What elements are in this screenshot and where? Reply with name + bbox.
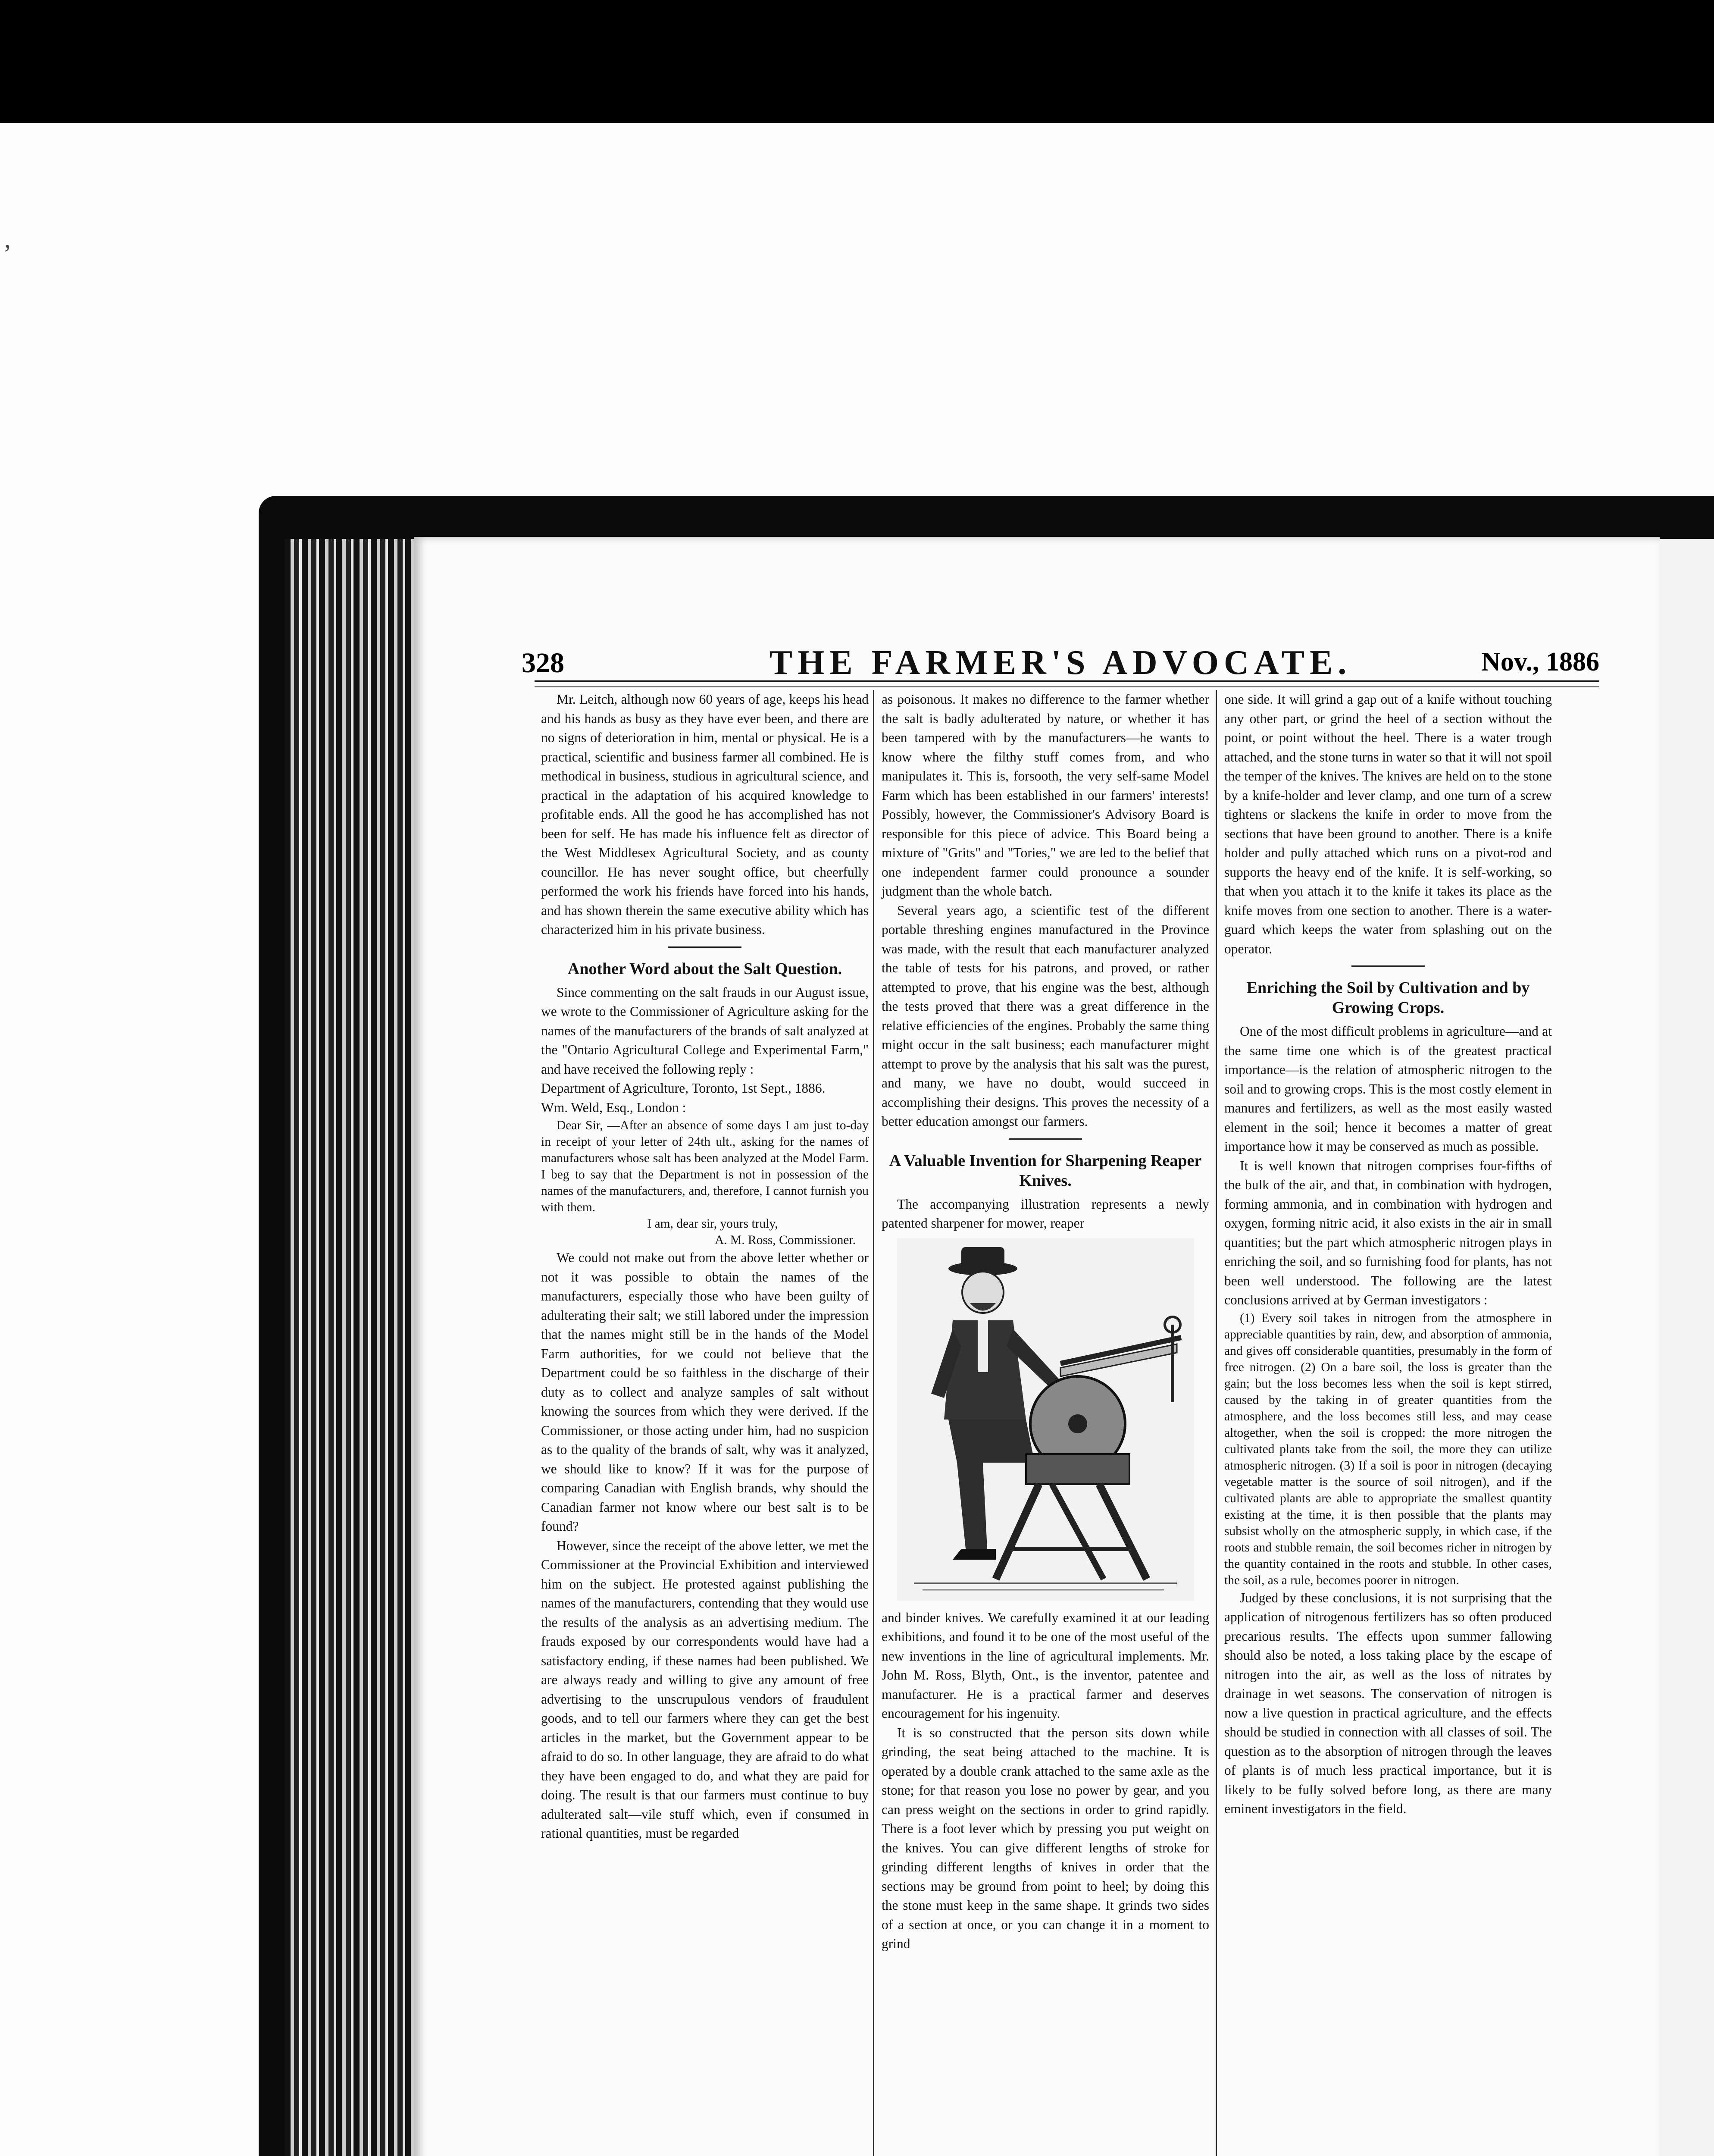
reaper-heading: A Valuable Invention for Sharpening Reaper Knives. bbox=[889, 1151, 1202, 1190]
column-rule bbox=[1216, 690, 1217, 2156]
column-3 bbox=[1224, 690, 1552, 1819]
facing-page-edge bbox=[1655, 539, 1714, 2156]
header-rule bbox=[535, 680, 1599, 687]
soil-paragraph-4: Judged by these conclusions, it is not surprising that the application of nitrogenous fertilizers has so often produced precarious results. The effects upon summer fallowing should also be noted, a loss taking place by the escape of nitrogen into the air, as well as the loss of nitrates by drainage in wet seasons. The conservation of nitrogen is now a live question in practical agriculture, and the effects should be studied in connection with all classes of soil. The question as to the absorption of nitrogen through the leaves of plants is of much less practical importance, but it is likely to be fully solved before long, as there are many eminent investigators in the field. bbox=[1224, 1590, 1552, 1816]
margin-mark: , bbox=[4, 225, 11, 253]
salt-paragraph-5: Several years ago, a scientific test of the different portable threshing engines manufactured in the Province was made, with the result that each manufacturer analyzed the table of tests for his patrons, and proved, or rather attempted to prove, that his engine was the best, although the tests proved that there was a great difference in the relative efficiencies of the engines. Probably the same thing might occur in the salt business; each manufacturer might attempt to prove by the analysis that his salt was the purest, and many, we have no doubt, would succeed in accomplishing their designs. This proves the necessity of a better education amongst our farmers. bbox=[882, 903, 1209, 1129]
reaper-paragraph-2: and binder knives. We carefully examined it at our leading exhibitions, and found it to be one of the most useful of the new inventions in the line of agricultural implements. Mr. John M. Ross, Blyth, Ont., is the inventor, patentee and manufacturer. He is a practical farmer and deserves encouragement for his ingenuity. bbox=[882, 1610, 1209, 1721]
letter-addressee: Wm. Weld, Esq., London : bbox=[541, 1100, 686, 1115]
section-rule bbox=[668, 946, 741, 948]
knife-sharpener-illustration bbox=[897, 1238, 1194, 1601]
salt-paragraph-4: as poisonous. It makes no difference to the farmer whether the salt is badly adulterated by nature, or whether it has been tampered with by the manufacturers—he wants to know where the filthy stuff comes from, and who manipulates it. This is, forsooth, the very self-same Model Farm which has been established in our farmers' interests! Possibly, however, the Commissioner's Advisory Board is responsible for this piece of advice. This Board being a mixture of "Grits" and "Tories," we are led to the belief that one independent farmer could pronounce a sounder judgment than the whole batch. bbox=[882, 692, 1209, 899]
soil-paragraph-3: (1) Every soil takes in nitrogen from the atmosphere in appreciable quantities by rain, dew, and absorption of ammonia, and gives off considerable quantities, presumably in the form of free nitrogen. (2) On a bare soil, the loss is greater than the gain; but the loss becomes less when the soil is kept stirred, caused by the taking in of greater quantities from the atmosphere, and the loss becomes still less, and may cease altogether, when the soil is cropped: the more nitrogen the cultivated plants take from the soil, the more they can utilize atmospheric nitrogen. (3) If a soil is poor in nitrogen (decaying vegetable matter is the source of soil nitrogen), and if the cultivated plants are able to appropriate the smallest quantity existing at the time, it is then possible that the plants may subsist wholly on the atmospheric supply, in which case, if the roots and stubble remain, the soil becomes richer in nitrogen by the quantity contained in the roots and stubble. In other cases, the soil, as a rule, becomes poorer in nitrogen. bbox=[1224, 1311, 1552, 1587]
letter-closing: I am, dear sir, yours truly, bbox=[647, 1217, 778, 1231]
column-1 bbox=[541, 690, 869, 1843]
reaper-paragraph-3: It is so constructed that the person sits down while grinding, the seat being attached to the machine. It is operated by a double crank attached to the same axle as the stone; for that reason you lose no power by gear, and you can press weight on the sections in order to grind rapidly. There is a foot lever which by pressing you put weight on the knives. You can give different lengths of stroke for grinding different lengths of knives in order that the sections may be ground from point to heel; by doing this the stone must keep in the same shape. It grinds two sides of a section at once, or you can change it in a moment to grind bbox=[882, 1725, 1209, 1951]
reaper-paragraph-1: The accompanying illustration represents a newly patented sharpener for mower, reaper bbox=[882, 1196, 1209, 1231]
book-page-edges bbox=[285, 539, 418, 2156]
issue-date: Nov., 1886 bbox=[1481, 647, 1599, 677]
salt-heading: Another Word about the Salt Question. bbox=[567, 959, 842, 978]
page-number: 328 bbox=[522, 647, 564, 679]
section-rule bbox=[1009, 1138, 1082, 1140]
reaper-paragraph-4: one side. It will grind a gap out of a knife without touching any other part, or grind the heel of a section without the point, or point without the heel. There is a water trough attached, and the stone turns in water so that it will not spoil the temper of the knives. The knives are held on to the stone by a knife-holder and lever clamp, and one turn of a screw tightens or slackens the knife in order to move from the sections that have been ground to another. There is a knife holder and pully attached which runs on a pivot-rod and supports the heavy end of the knife. It is self-working, so that when you attach it to the knife it takes its place as the knife moves from one section to another. There is a water-guard which keeps the water from splashing out on the operator. bbox=[1224, 692, 1552, 956]
page-header bbox=[522, 644, 1599, 686]
masthead: THE FARMER'S ADVOCATE. bbox=[769, 644, 1352, 682]
letter-signature: A. M. Ross, Commissioner. bbox=[714, 1233, 856, 1247]
leitch-paragraph: Mr. Leitch, although now 60 years of age, keeps his head and his hands as busy as they have ever been, and there are no signs of deterioration in him, mental or physical. He is a practical, scientific and business farmer all combined. He is methodical in business, studious in agricultural science, and practical in the adaptation of his acquired knowledge to profitable ends. All the good he has accomplished has not been for self. He has made his influence felt as director of the West Middlesex Agricultural Society, and as county councillor. He has never sought office, but cheerfully performed the work his friends have forced into his hands, and has shown therein the same executive ability which has characterized him in his private business. bbox=[541, 692, 869, 937]
salt-paragraph-2: We could not make out from the above letter whether or not it was possible to obtain the names of the manufacturers, especially those who have been guilty of adulterating their salt; we still labored under the impression that the names might still be in the hands of the Model Farm authorities, for we could not believe that the Department could be so faithless in the discharge of their duty as to collect and analyze samples of salt without knowing the sources from which they were derived. If the Commissioner, or those acting under him, had no suspicion as to the quality of the brands of salt, why was it analyzed, we should like to know? If it was for the purpose of comparing Canadian with English brands, why should the Canadian farmer not know where our best salt is to be found? bbox=[541, 1250, 869, 1534]
letter-body: Dear Sir, —After an absence of some days I am just to-day in receipt of your letter of 24th ult., asking for the names of manufacturers whose salt has been analyzed at the Model Farm. I beg to say that the Department is not in possession of the names of the manufacturers, and, therefore, I cannot furnish you with them. bbox=[541, 1119, 869, 1214]
soil-heading: Enriching the Soil by Cultivation and by Growing Crops. bbox=[1246, 979, 1530, 1017]
column-2 bbox=[882, 690, 1209, 1954]
soil-paragraph-1: One of the most difficult problems in agriculture—and at the same time one which is of the greatest practical importance—is the relation of atmospheric nitrogen to the soil and to growing crops. This is the most costly element in manures and fertilizers, as well as the most easily wasted element in the soil; hence it becomes a matter of great importance how it may be conserved as much as possible. bbox=[1224, 1024, 1552, 1154]
salt-paragraph-1: Since commenting on the salt frauds in our August issue, we wrote to the Commissioner of Agriculture asking for the names of the manufacturers of the brands of salt analyzed at the "Ontario Agricultural College and Experimental Farm," and have received the following reply : bbox=[541, 984, 869, 1077]
column-rule bbox=[873, 690, 874, 2156]
section-rule bbox=[1351, 965, 1425, 967]
salt-paragraph-3: However, since the receipt of the above letter, we met the Commissioner at the Provincial Exhibition and interviewed him on the subject. He protested against publishing the names of the manufacturers, contending that they would use the results of the analysis as an advertising medium. The frauds exposed by our correspondents would have had a satisfactory ending, if these names had been published. We are always ready and willing to give any amount of free advertising to the unscrupulous vendors of fraudulent goods, and to tell our farmers where they can get the best articles in the market, but the Government appear to be afraid to do so. In other language, they are afraid to do what they have been engaged to do, and what they are paid for doing. The result is that our farmers must continue to buy adulterated salt—vile stuff which, even if consumed in rational quantities, must be regarded bbox=[541, 1538, 869, 1841]
letter-dateline: Department of Agriculture, Toronto, 1st Sept., 1886. bbox=[541, 1081, 826, 1096]
soil-paragraph-2: It is well known that nitrogen comprises four-fifths of the bulk of the air, and that, in combination with hydrogen, forming ammonia, and in combination with hydrogen and oxygen, forming nitric acid, it also exists in the air in small quantities; but the part which atmospheric nitrogen plays in enriching the soil, and so furnishing food for plants, has not been well understood. The following are the latest conclusions arrived at by German investigators : bbox=[1224, 1158, 1552, 1307]
